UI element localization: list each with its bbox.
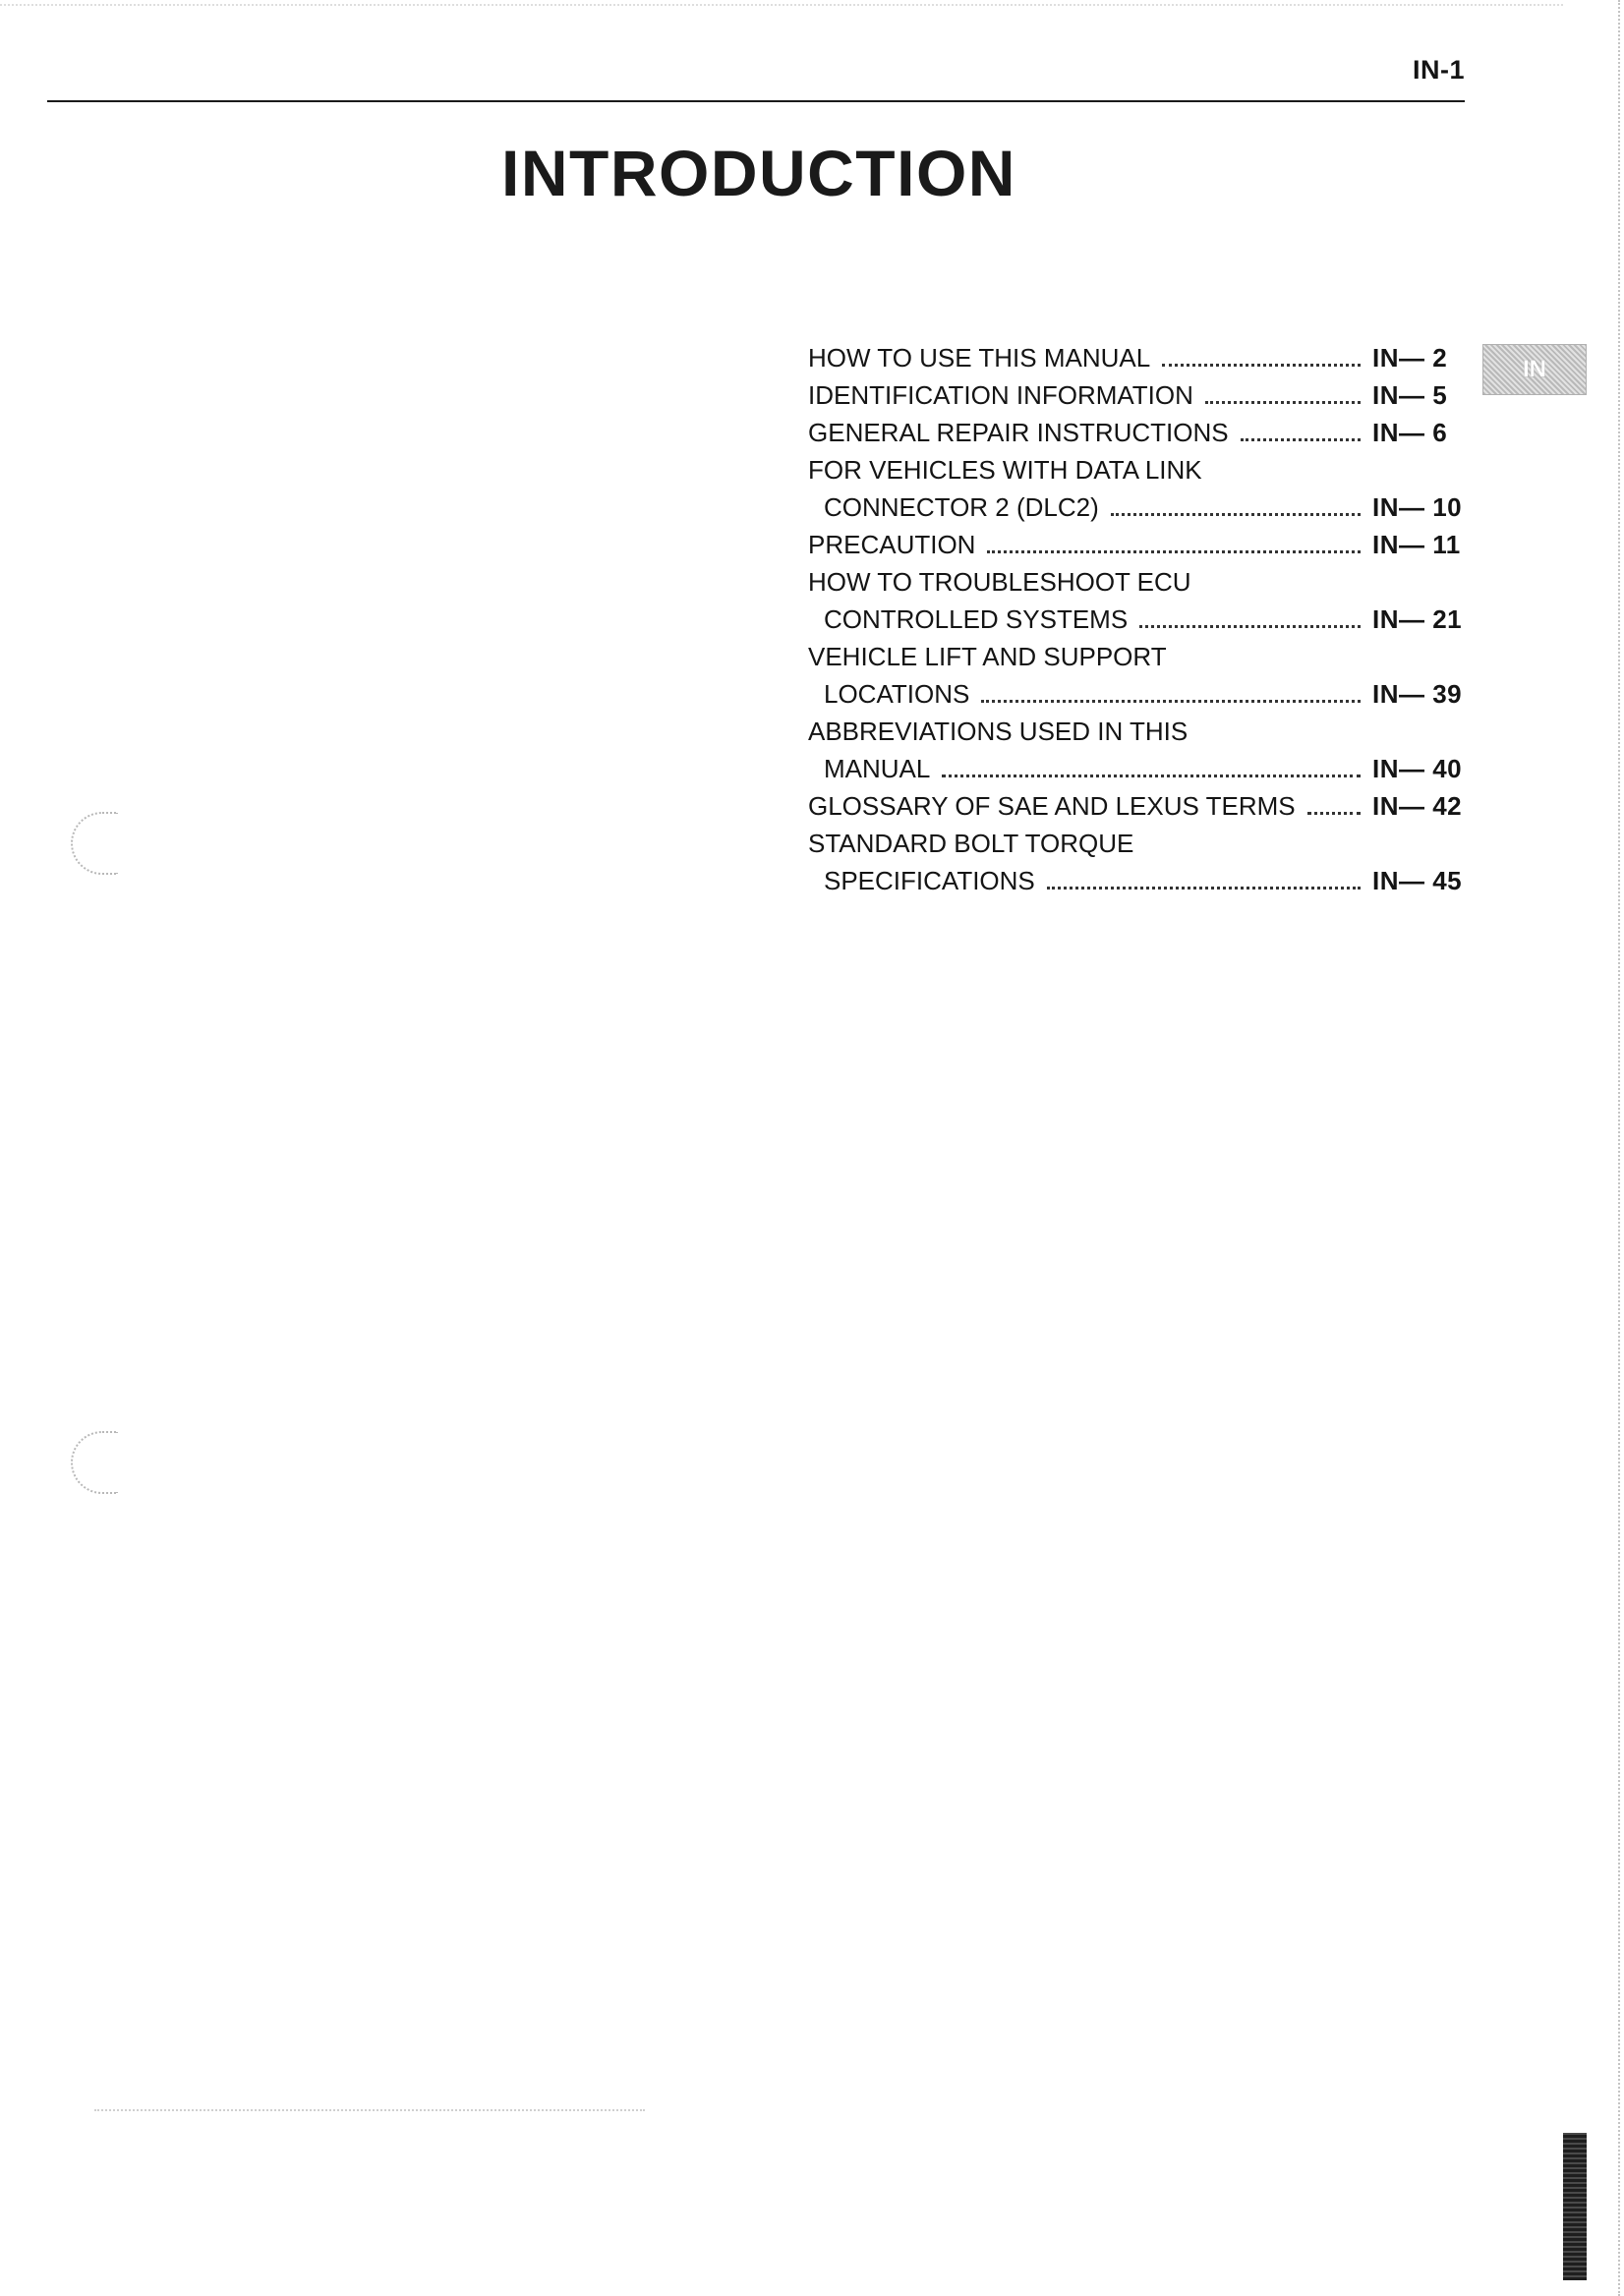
scan-top-edge [0,4,1563,6]
toc-label: CONNECTOR 2 (DLC2) [824,492,1099,522]
toc-row [808,339,1457,376]
toc-page-ref: IN— 40 [1372,754,1463,783]
toc-label: GLOSSARY OF SAE AND LEXUS TERMS [808,791,1296,821]
toc-dot-leader [1205,401,1361,404]
section-tab-in[interactable]: IN [1482,344,1587,395]
page-number: IN-1 [1412,55,1465,85]
toc-row [808,750,1463,787]
toc-entry-glossary[interactable] [808,787,1463,825]
toc-dot-leader [1162,364,1361,367]
toc-entry-abbreviations[interactable] [808,713,1463,787]
section-edge-marker [1563,2133,1587,2280]
toc-label: SPECIFICATIONS [824,866,1035,895]
scan-noise-dots [94,2109,645,2111]
toc-entry-data-link-connector[interactable] [808,451,1463,526]
toc-dot-leader [1139,625,1361,628]
header-rule [47,100,1465,102]
toc-row [808,862,1463,899]
toc-page-ref: IN— 39 [1372,679,1463,709]
toc-dot-leader [1241,438,1361,441]
toc-page-ref: IN— 6 [1372,418,1448,447]
toc-row [808,601,1463,638]
toc-page-ref: IN— 11 [1372,530,1461,559]
toc-dot-leader [987,550,1361,553]
toc-label: HOW TO USE THIS MANUAL [808,343,1151,373]
toc-label-line: HOW TO TROUBLESHOOT ECU [808,567,1191,597]
toc-page-ref: IN— 5 [1372,380,1448,410]
scan-right-edge [1618,0,1620,2296]
toc-entry-identification[interactable] [808,376,1457,414]
toc-label: LOCATIONS [824,679,970,709]
toc-label: CONTROLLED SYSTEMS [824,604,1129,634]
toc-label: GENERAL REPAIR INSTRUCTIONS [808,418,1229,447]
toc-label: MANUAL [824,754,931,783]
toc-row [808,488,1463,526]
toc-entry-general-repair[interactable] [808,414,1457,451]
toc-dot-leader [1111,513,1361,516]
toc-entry-vehicle-lift[interactable] [808,638,1463,713]
toc-entry-how-to-use[interactable] [808,339,1457,376]
toc-page-ref: IN— 10 [1372,492,1463,522]
toc-page-ref: IN— 21 [1372,604,1463,634]
toc-label-line: FOR VEHICLES WITH DATA LINK [808,455,1202,485]
binder-hole-mark [71,1431,118,1494]
toc-label: IDENTIFICATION INFORMATION [808,380,1193,410]
binder-hole-mark [71,812,118,875]
toc-entry-bolt-torque[interactable] [808,825,1463,899]
table-of-contents [808,339,1463,899]
toc-row [808,414,1457,451]
toc-label: PRECAUTION [808,530,976,559]
toc-row [808,675,1463,713]
toc-dot-leader [981,700,1361,703]
toc-entry-troubleshoot-ecu[interactable] [808,563,1463,638]
toc-row [808,526,1461,563]
toc-entry-precaution[interactable] [808,526,1461,563]
toc-row [808,376,1457,414]
toc-row [808,787,1463,825]
toc-page-ref: IN— 2 [1372,343,1448,373]
page-title: INTRODUCTION [501,137,1016,209]
toc-label-line: VEHICLE LIFT AND SUPPORT [808,642,1167,671]
toc-dot-leader [942,775,1361,777]
toc-page-ref: IN— 45 [1372,866,1463,895]
toc-label-line: STANDARD BOLT TORQUE [808,829,1134,858]
toc-label-line: ABBREVIATIONS USED IN THIS [808,717,1189,746]
toc-dot-leader [1307,812,1361,815]
toc-page-ref: IN— 42 [1372,791,1463,821]
toc-dot-leader [1047,887,1361,890]
